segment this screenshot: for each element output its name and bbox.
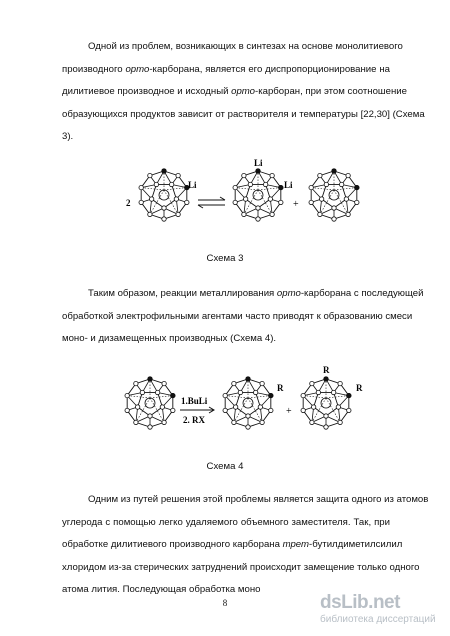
plus-sign-2: + — [286, 406, 292, 417]
text-line: Одним из путей решения этой проблемы является защита одного из атомов — [88, 494, 429, 505]
mono-substituted-carborane — [223, 376, 273, 429]
watermark-brand: dsLib.net — [320, 592, 400, 613]
scheme-4-caption: Схема 4 — [206, 461, 244, 472]
text-line: производного орто-карборана, является его диспропорционирование на — [62, 63, 390, 75]
r-label-2: R — [356, 383, 363, 393]
reagent-2: 2. RX — [183, 415, 205, 425]
r-label-top: R — [323, 365, 330, 375]
text-line: хлоридом из-за стерических затруднений происходит замещение только одного — [62, 561, 420, 573]
ortho-carborane-reactant — [125, 376, 175, 429]
reagent-1: 1.BuLi — [181, 396, 208, 406]
text-line: дилитиевое производное и исходный орто-карборан, при этом соотношение — [62, 86, 407, 97]
li-label-1: Li — [188, 180, 197, 190]
page-number: 8 — [222, 598, 228, 608]
scheme-3-caption: Схема 3 — [206, 253, 244, 264]
li-label-top: Li — [254, 158, 263, 168]
text-line: обработкой электрофильными агентами часто приводят к образованию смеси — [62, 310, 413, 322]
paragraph-3 — [62, 489, 429, 602]
text-line: углерода с помощью легко удаляемого объемного заместителя. Так, при — [62, 516, 390, 528]
text-line: Таким образом, реакции металлирования орто-карборана с последующей — [88, 288, 424, 299]
text-line: обработке дилитиевого производного карборана трет-бутилдиметилсилил — [62, 539, 403, 550]
r-label-1: R — [277, 383, 284, 393]
watermark-tagline: библиотека диссертаций — [320, 614, 436, 625]
text-line: моно- и дизамещенных производных (Схема 4). — [62, 333, 277, 344]
text-line: атома лития. Последующая обработка моно — [62, 584, 261, 595]
watermark — [320, 592, 442, 628]
text-line: 3). — [62, 131, 74, 142]
li-label-2: Li — [284, 180, 293, 190]
text-line: Одной из проблем, возникающих в синтезах на основе монолитиевого — [88, 41, 403, 52]
di-substituted-carborane — [301, 376, 351, 429]
plus-sign: + — [293, 199, 299, 210]
text-line: образующихся продуктов зависит от растворителя и температуры [22,30] (Схема — [62, 108, 425, 120]
coefficient-2: 2 — [126, 198, 131, 208]
